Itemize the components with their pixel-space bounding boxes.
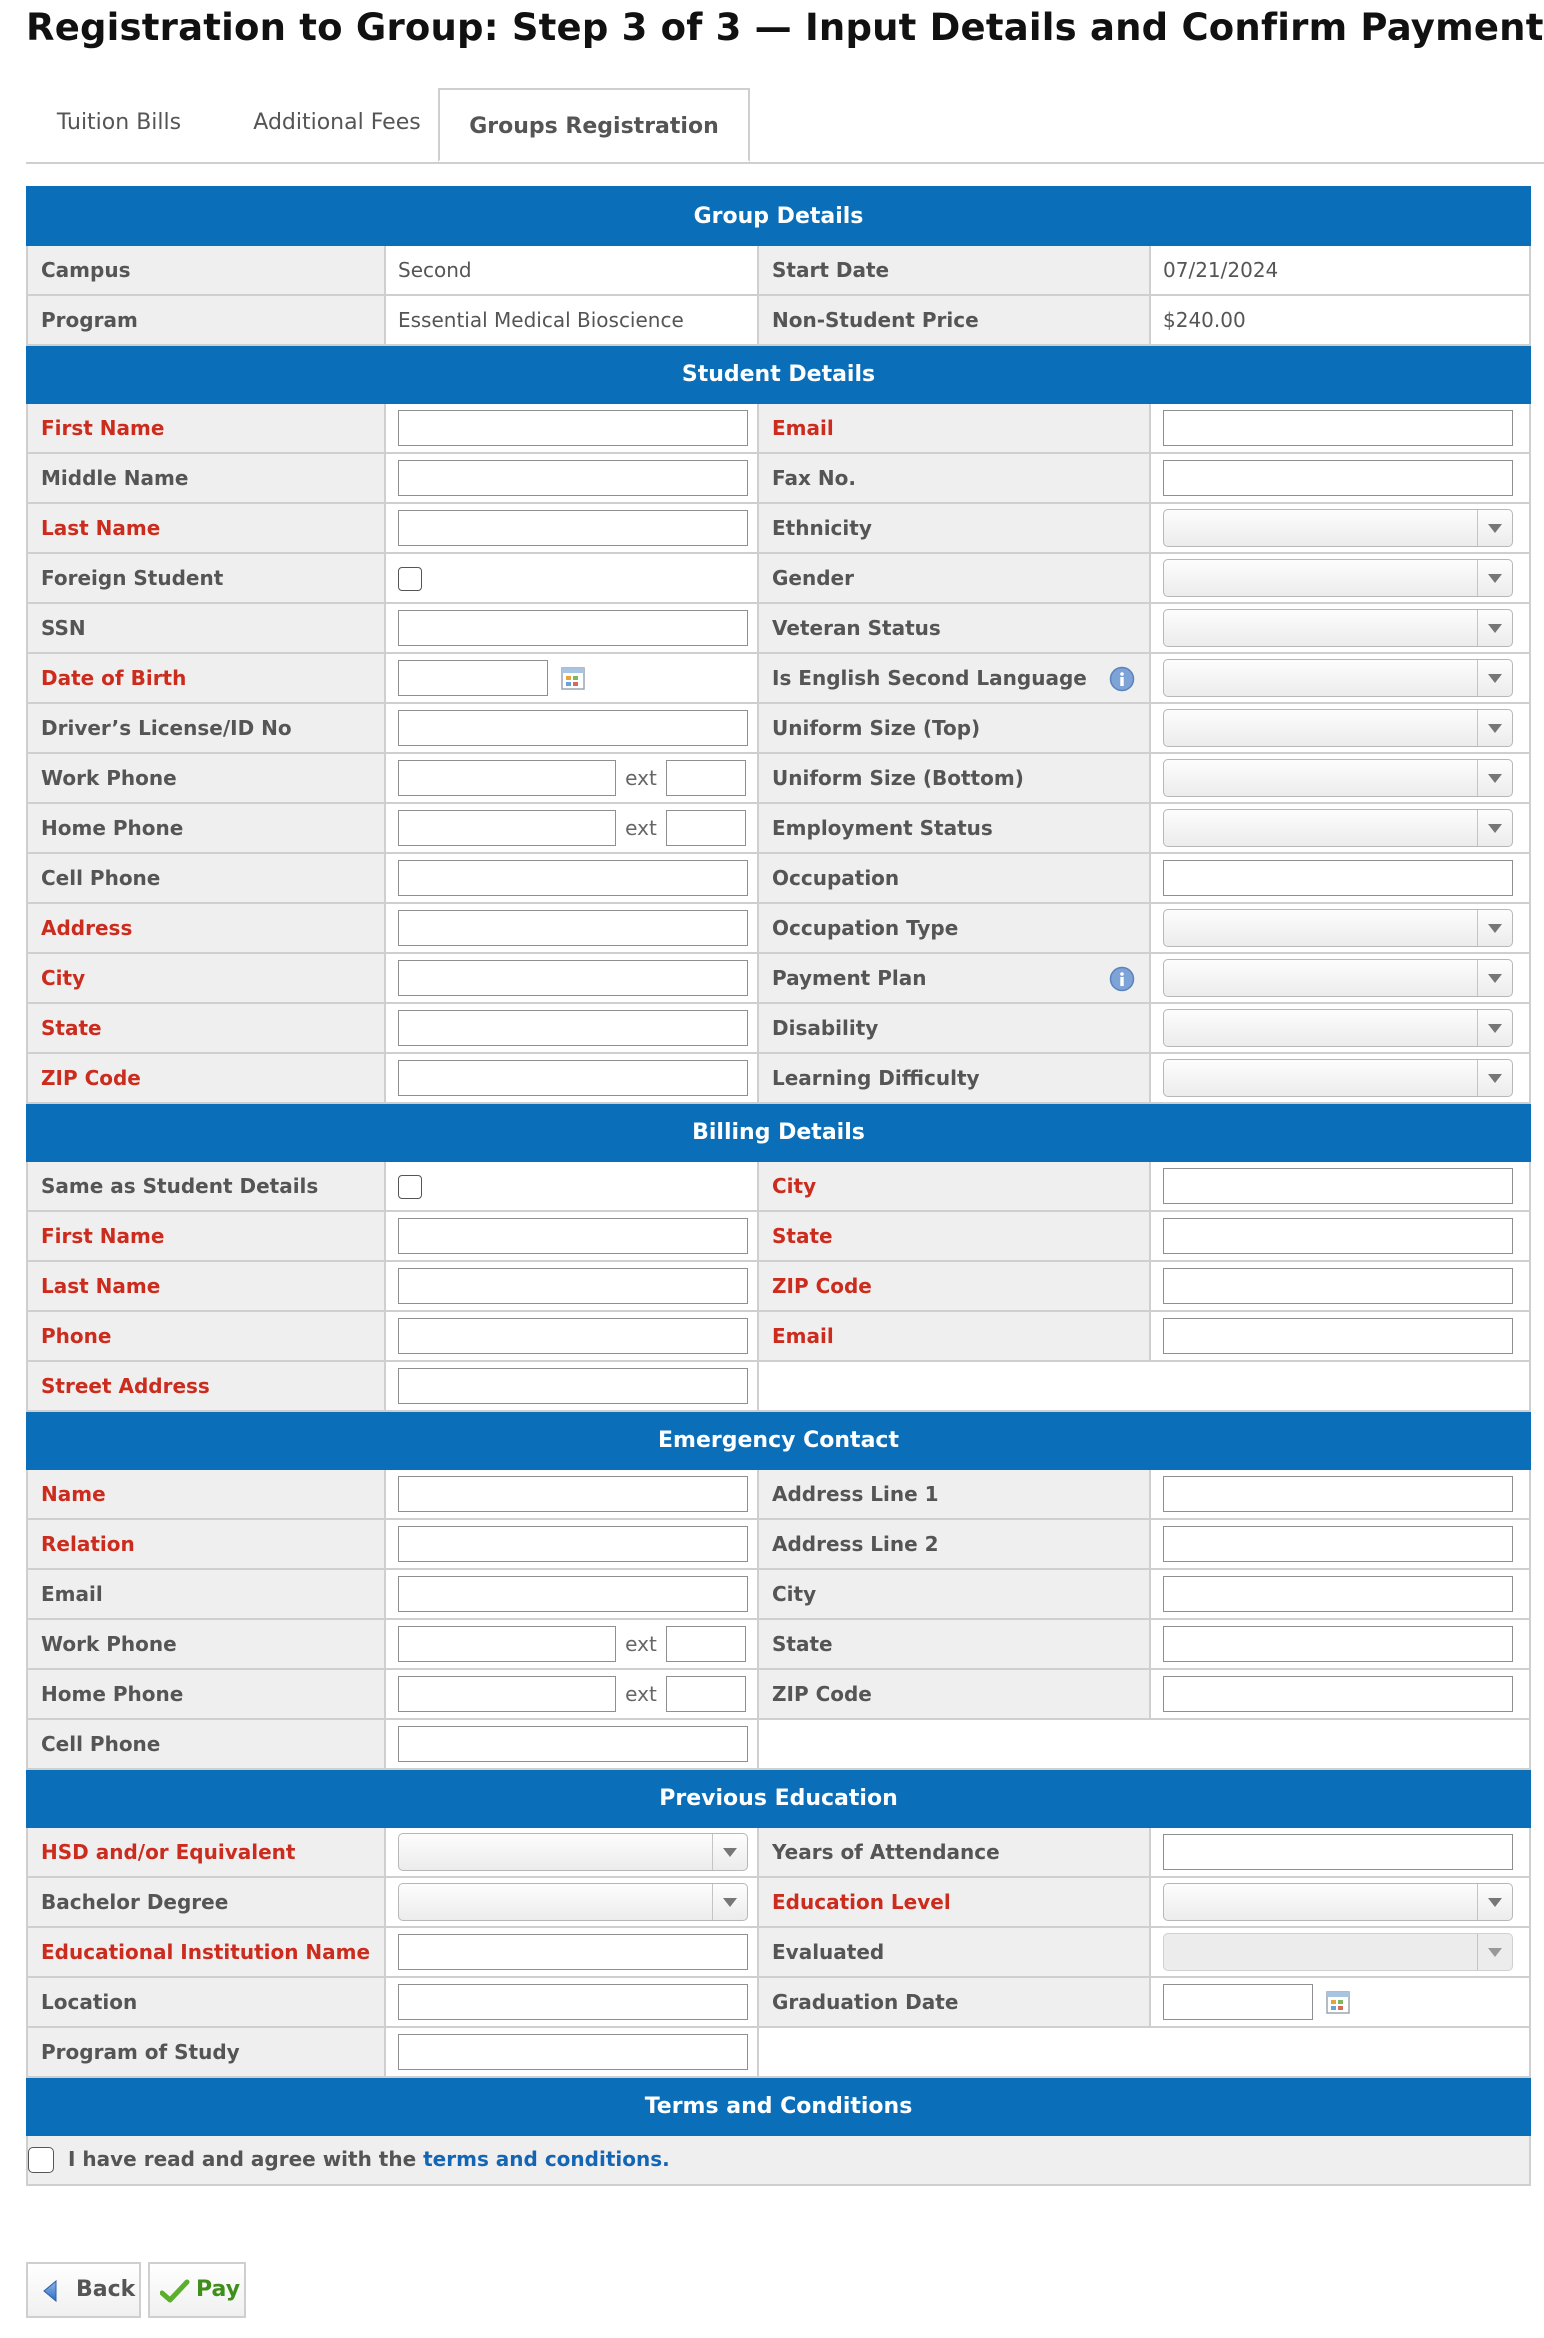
emergency-address1-label: Address Line 1 [758, 1469, 1150, 1519]
emergency-city-label: City [758, 1569, 1150, 1619]
chevron-down-icon [1477, 1060, 1512, 1096]
billing-city-input[interactable] [1163, 1168, 1513, 1204]
price-value: $240.00 [1150, 295, 1530, 345]
emergency-relation-input[interactable] [398, 1526, 748, 1562]
registration-form [26, 186, 1531, 2186]
veteran-status-label: Veteran Status [758, 603, 1150, 653]
billing-zip-label: ZIP Code [758, 1261, 1150, 1311]
emergency-city-input[interactable] [1163, 1576, 1513, 1612]
emergency-email-input[interactable] [398, 1576, 748, 1612]
billing-first-name-input[interactable] [398, 1218, 748, 1254]
emergency-name-label: Name [27, 1469, 385, 1519]
veteran-status-select[interactable] [1163, 609, 1513, 647]
section-header-group-details: Group Details [27, 187, 1530, 245]
emergency-home-phone-input[interactable] [398, 1676, 616, 1712]
payment-plan-select[interactable] [1163, 959, 1513, 997]
esl-label-text: Is English Second Language [772, 666, 1087, 690]
years-attendance-input[interactable] [1163, 1834, 1513, 1870]
ext-label: ext [625, 766, 657, 790]
first-name-label: First Name [27, 403, 385, 453]
gender-select[interactable] [1163, 559, 1513, 597]
license-label: Driver’s License/ID No [27, 703, 385, 753]
work-phone-label: Work Phone [27, 753, 385, 803]
last-name-label: Last Name [27, 503, 385, 553]
emergency-address2-label: Address Line 2 [758, 1519, 1150, 1569]
emergency-zip-input[interactable] [1163, 1676, 1513, 1712]
tab-groups-registration[interactable]: Groups Registration [438, 88, 750, 162]
payment-plan-label [758, 953, 1150, 1003]
foreign-student-checkbox[interactable] [398, 567, 422, 591]
chevron-down-icon [1477, 1884, 1512, 1920]
occupation-label: Occupation [758, 853, 1150, 903]
program-label: Program [27, 295, 385, 345]
ssn-input[interactable] [398, 610, 748, 646]
emergency-state-input[interactable] [1163, 1626, 1513, 1662]
uniform-top-select[interactable] [1163, 709, 1513, 747]
terms-link[interactable]: terms and conditions. [423, 2146, 670, 2171]
ssn-label: SSN [27, 603, 385, 653]
foreign-student-label: Foreign Student [27, 553, 385, 603]
employment-status-label: Employment Status [758, 803, 1150, 853]
ext-label: ext [625, 1632, 657, 1656]
location-input[interactable] [398, 1984, 748, 2020]
billing-street-label: Street Address [27, 1361, 385, 1411]
hsd-select[interactable] [398, 1833, 748, 1871]
fax-input[interactable] [1163, 460, 1513, 496]
billing-phone-input[interactable] [398, 1318, 748, 1354]
start-date-label: Start Date [758, 245, 1150, 295]
evaluated-select [1163, 1933, 1513, 1971]
billing-street-input[interactable] [398, 1368, 748, 1404]
education-level-label: Education Level [758, 1877, 1150, 1927]
emergency-work-phone-ext-input[interactable] [666, 1626, 746, 1662]
email-input[interactable] [1163, 410, 1513, 446]
page-title: Registration to Group: Step 3 of 3 — Input Details and Confirm Payment [26, 6, 1544, 49]
work-phone-ext-input[interactable] [666, 760, 746, 796]
home-phone-input[interactable] [398, 810, 616, 846]
ethnicity-label: Ethnicity [758, 503, 1150, 553]
billing-email-input[interactable] [1163, 1318, 1513, 1354]
billing-city-label: City [758, 1161, 1150, 1211]
zip-input[interactable] [398, 1060, 748, 1096]
chevron-down-icon [712, 1884, 747, 1920]
price-label: Non-Student Price [758, 295, 1150, 345]
middle-name-label: Middle Name [27, 453, 385, 503]
institution-name-label: Educational Institution Name [27, 1927, 385, 1977]
info-icon[interactable] [1109, 666, 1135, 692]
city-label: City [27, 953, 385, 1003]
tab-tuition-bills[interactable]: Tuition Bills [56, 110, 182, 135]
terms-checkbox[interactable] [28, 2147, 54, 2173]
calendar-icon[interactable] [1325, 1989, 1351, 2015]
back-button[interactable] [26, 2262, 141, 2318]
program-of-study-label: Program of Study [27, 2027, 385, 2077]
terms-text: I have read and agree with the [68, 2146, 424, 2171]
uniform-top-label: Uniform Size (Top) [758, 703, 1150, 753]
city-input[interactable] [398, 960, 748, 996]
chevron-down-icon [1477, 560, 1512, 596]
emergency-state-label: State [758, 1619, 1150, 1669]
pay-button[interactable] [148, 2262, 246, 2318]
esl-label [758, 653, 1150, 703]
section-header-emergency-contact: Emergency Contact [27, 1411, 1530, 1469]
emergency-home-phone-label: Home Phone [27, 1669, 385, 1719]
years-attendance-label: Years of Attendance [758, 1827, 1150, 1877]
empty-cell [758, 1361, 1530, 1411]
uniform-bottom-label: Uniform Size (Bottom) [758, 753, 1150, 803]
billing-first-name-label: First Name [27, 1211, 385, 1261]
program-of-study-input[interactable] [398, 2034, 748, 2070]
emergency-address2-input[interactable] [1163, 1526, 1513, 1562]
empty-cell [758, 2027, 1530, 2077]
work-phone-input[interactable] [398, 760, 616, 796]
campus-value: Second [385, 245, 758, 295]
employment-status-select[interactable] [1163, 809, 1513, 847]
checkmark-icon [160, 2279, 190, 2305]
emergency-name-input[interactable] [398, 1476, 748, 1512]
institution-name-input[interactable] [398, 1934, 748, 1970]
chevron-down-icon [1477, 660, 1512, 696]
occupation-type-select[interactable] [1163, 909, 1513, 947]
chevron-down-icon [1477, 510, 1512, 546]
terms-row [27, 2135, 1530, 2185]
hsd-label: HSD and/or Equivalent [27, 1827, 385, 1877]
emergency-work-phone-input[interactable] [398, 1626, 616, 1662]
education-level-select[interactable] [1163, 1883, 1513, 1921]
payment-plan-label-text: Payment Plan [772, 966, 927, 990]
pay-button-label: Pay [196, 2277, 241, 2302]
graduation-date-input[interactable] [1163, 1984, 1313, 2020]
ethnicity-select[interactable] [1163, 509, 1513, 547]
license-input[interactable] [398, 710, 748, 746]
ext-label: ext [625, 816, 657, 840]
emergency-cell-phone-label: Cell Phone [27, 1719, 385, 1769]
fax-label: Fax No. [758, 453, 1150, 503]
bachelor-degree-select[interactable] [398, 1883, 748, 1921]
email-label: Email [758, 403, 1150, 453]
billing-zip-input[interactable] [1163, 1268, 1513, 1304]
emergency-cell-phone-input[interactable] [398, 1726, 748, 1762]
dob-input[interactable] [398, 660, 548, 696]
chevron-down-icon [1477, 1934, 1512, 1970]
emergency-zip-label: ZIP Code [758, 1669, 1150, 1719]
billing-state-label: State [758, 1211, 1150, 1261]
state-label: State [27, 1003, 385, 1053]
chevron-down-icon [1477, 1010, 1512, 1046]
emergency-work-phone-label: Work Phone [27, 1619, 385, 1669]
dob-label: Date of Birth [27, 653, 385, 703]
chevron-down-icon [1477, 910, 1512, 946]
section-header-terms: Terms and Conditions [27, 2077, 1530, 2135]
billing-last-name-input[interactable] [398, 1268, 748, 1304]
billing-phone-label: Phone [27, 1311, 385, 1361]
billing-state-input[interactable] [1163, 1218, 1513, 1254]
same-as-student-checkbox[interactable] [398, 1175, 422, 1199]
chevron-down-icon [1477, 710, 1512, 746]
chevron-down-icon [1477, 960, 1512, 996]
billing-email-label: Email [758, 1311, 1150, 1361]
uniform-bottom-select[interactable] [1163, 759, 1513, 797]
back-arrow-icon [42, 2279, 58, 2303]
disability-select[interactable] [1163, 1009, 1513, 1047]
home-phone-ext-input[interactable] [666, 810, 746, 846]
chevron-down-icon [1477, 610, 1512, 646]
address-input[interactable] [398, 910, 748, 946]
section-header-billing-details: Billing Details [27, 1103, 1530, 1161]
chevron-down-icon [712, 1834, 747, 1870]
gender-label: Gender [758, 553, 1150, 603]
learning-difficulty-label: Learning Difficulty [758, 1053, 1150, 1103]
disability-label: Disability [758, 1003, 1150, 1053]
address-label: Address [27, 903, 385, 953]
billing-last-name-label: Last Name [27, 1261, 385, 1311]
chevron-down-icon [1477, 810, 1512, 846]
last-name-input[interactable] [398, 510, 748, 546]
tab-bar [26, 88, 1544, 164]
middle-name-input[interactable] [398, 460, 748, 496]
section-header-previous-education: Previous Education [27, 1769, 1530, 1827]
back-button-label: Back [76, 2277, 136, 2302]
empty-cell [758, 1719, 1530, 1769]
same-as-student-label: Same as Student Details [27, 1161, 385, 1211]
zip-label: ZIP Code [27, 1053, 385, 1103]
campus-label: Campus [27, 245, 385, 295]
section-header-student-details: Student Details [27, 345, 1530, 403]
start-date-value: 07/21/2024 [1150, 245, 1530, 295]
esl-select[interactable] [1163, 659, 1513, 697]
occupation-input[interactable] [1163, 860, 1513, 896]
emergency-relation-label: Relation [27, 1519, 385, 1569]
ext-label: ext [625, 1682, 657, 1706]
occupation-type-label: Occupation Type [758, 903, 1150, 953]
program-value: Essential Medical Bioscience [385, 295, 758, 345]
location-label: Location [27, 1977, 385, 2027]
evaluated-label: Evaluated [758, 1927, 1150, 1977]
chevron-down-icon [1477, 760, 1512, 796]
info-icon[interactable] [1109, 966, 1135, 992]
cell-phone-input[interactable] [398, 860, 748, 896]
home-phone-label: Home Phone [27, 803, 385, 853]
bachelor-degree-label: Bachelor Degree [27, 1877, 385, 1927]
first-name-input[interactable] [398, 410, 748, 446]
emergency-home-phone-ext-input[interactable] [666, 1676, 746, 1712]
tab-additional-fees[interactable]: Additional Fees [253, 110, 421, 135]
emergency-email-label: Email [27, 1569, 385, 1619]
state-input[interactable] [398, 1010, 748, 1046]
learning-difficulty-select[interactable] [1163, 1059, 1513, 1097]
cell-phone-label: Cell Phone [27, 853, 385, 903]
emergency-address1-input[interactable] [1163, 1476, 1513, 1512]
calendar-icon[interactable] [560, 665, 586, 691]
graduation-date-label: Graduation Date [758, 1977, 1150, 2027]
